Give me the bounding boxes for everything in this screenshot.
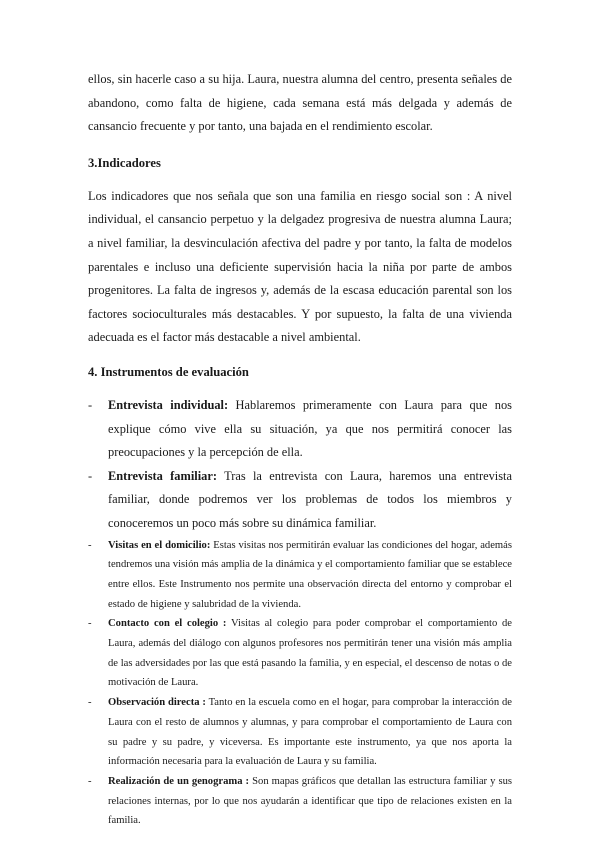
item-term: Realización de un genograma :: [108, 775, 250, 787]
list-item-contacto-colegio: [88, 614, 512, 693]
indicadores-paragraph: Los indicadores que nos señala que son una familia en riesgo social son : A nivel individual, el cansancio perpetuo y la delgadez progresiva de nuestra alumna Laura; a nivel familiar, la desvinculación afectiva del padre y por tanto, la falta de modelos parentales e incluso una deficiente supervisión hacia la niña por parte de ambos progenitores. La falta de ingresos y, además de la escasa educación parental son los factores socioculturales más destacables. Y por supuesto, la falta de una vivienda adecuada es el factor más destacable a nivel ambiental.: [88, 188, 512, 345]
item-text: Hablaremos primeramente con Laura para que nos explique cómo vive ella su situación, ya que nos permitirá conocer las preocupaciones y la percepción de ella.: [108, 397, 512, 460]
item-term: Visitas en el domicilio:: [108, 539, 211, 551]
list-bullet: -: [88, 775, 92, 787]
item-text: Tanto en la escuela como en el hogar, para comprobar la interacción de Laura con el resto de alumnos y alumnas, y para comprobar el comportamiento de Laura con su padre y su padre, y viceversa. Es importante este instrumento, ya que nos aporta la información necesaria para la evaluación de Laura y su familia.: [108, 697, 512, 768]
list-bullet: -: [88, 397, 93, 412]
item-text: Son mapas gráficos que detallan las estructura familiar y sus relaciones internas, por lo que nos ayudarán a identificar que tipo de relaciones existen en la familia.: [108, 775, 512, 827]
item-term: Observación directa :: [108, 697, 206, 709]
item-term: Entrevista individual:: [108, 397, 229, 412]
item-term: Contacto con el colegio :: [108, 618, 227, 630]
list-bullet: -: [88, 697, 92, 709]
list-item-entrevista-familiar: [88, 465, 512, 536]
document-page: [88, 68, 512, 831]
list-bullet: -: [88, 468, 93, 483]
item-text: Estas visitas nos permitirán evaluar las condiciones del hogar, además tendremos una visión más amplia de la dinámica y el comportamiento familiar que se establece entre ellos. Este Instrumento nos permite una observación directa del entorno y comprobar el estado de higiene y salubridad de la vivienda.: [108, 539, 512, 610]
list-item-visitas-domicilio: [88, 536, 512, 615]
section-heading-indicadores: 3.Indicadores: [88, 155, 161, 170]
item-text: Visitas al colegio para poder comprobar el comportamiento de Laura, además del diálogo con algunos profesores nos permitirán tener una visión más amplia de las adversidades por las que está pasando la familia, y en especial, el descenso de notas o de motivación de Laura.: [108, 618, 513, 689]
section-heading-instrumentos: 4. Instrumentos de evaluación: [88, 364, 249, 379]
instruments-list: [88, 394, 512, 831]
item-term: Entrevista familiar:: [108, 468, 217, 483]
list-item-entrevista-individual: [88, 394, 512, 465]
intro-paragraph: ellos, sin hacerle caso a su hija. Laura, nuestra alumna del centro, presenta señales de abandono, como falta de higiene, cada semana está más delgada y además de cansancio frecuente y por tanto, una bajada en el rendimiento escolar.: [88, 72, 512, 134]
list-item-genograma: [88, 772, 512, 831]
list-bullet: -: [88, 539, 92, 551]
list-bullet: -: [88, 618, 92, 630]
item-text: Tras la entrevista con Laura, haremos una entrevista familiar, donde podremos ver los problemas de todos los miembros y conoceremos un poco más sobre su dinámica familiar.: [108, 468, 512, 530]
list-item-observacion-directa: [88, 693, 512, 772]
